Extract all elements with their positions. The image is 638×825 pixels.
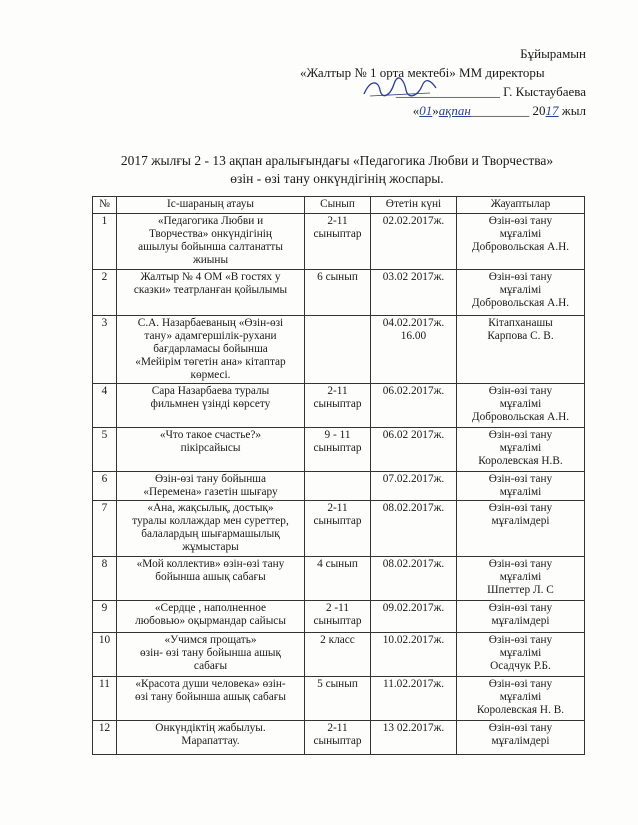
cell-event-name-line: жұмыстары [182, 541, 239, 553]
cell-number: 3 [93, 316, 117, 384]
cell-event-name-line: сабағы [193, 660, 228, 672]
cell-event-name-line: өзін- өзі тану бойынша ашық [140, 647, 281, 659]
cell-event-name [117, 721, 305, 755]
cell-event-name-line: балалардың шығармашылық [141, 528, 280, 540]
cell-grade-line: 2 класс [320, 634, 355, 646]
cell-event-name-line: фильмнен үзінді көрсету [150, 398, 271, 410]
cell-grade-line: сыныптар [313, 398, 362, 410]
table-row [93, 270, 585, 316]
date-month: ақпан [438, 103, 471, 118]
cell-responsible [457, 557, 585, 601]
cell-grade-line: 2 -11 [325, 602, 350, 614]
cell-date [371, 677, 457, 721]
cell-responsible-line: Өзін-өзі тану [488, 473, 553, 485]
cell-date-line: 10.02.2017ж. [382, 634, 445, 646]
cell-responsible-line: Өзін-өзі тану [488, 385, 553, 397]
cell-responsible-line: Өзін-өзі тану [488, 271, 553, 283]
cell-number: 12 [93, 721, 117, 755]
cell-responsible-line: Карпова С. В. [487, 330, 554, 342]
cell-grade [305, 721, 371, 755]
cell-grade [305, 428, 371, 472]
cell-event-name [117, 316, 305, 384]
director-name: Г. Кыстаубаева [503, 84, 586, 99]
cell-date-line: 08.02.2017ж. [382, 558, 445, 570]
cell-event-name [117, 270, 305, 316]
cell-event-name [117, 633, 305, 677]
cell-grade-line: сыныптар [313, 442, 362, 454]
table-row [93, 316, 585, 384]
approval-signature-line [300, 82, 600, 101]
cell-date-line: 02.02.2017ж. [382, 215, 445, 227]
cell-grade-line: 5 сынып [317, 678, 358, 690]
handwritten-signature [360, 76, 440, 102]
cell-date [371, 601, 457, 633]
approval-date-line [300, 101, 600, 120]
cell-grade-line: 6 сынып [317, 271, 358, 283]
cell-event-name-line: «Учимся прощать» [164, 634, 257, 646]
cell-date [371, 501, 457, 557]
cell-responsible-line: мұғалімдері [491, 515, 550, 527]
cell-date [371, 721, 457, 755]
cell-grade-line: 2-11 [327, 215, 348, 227]
cell-date-line: 03.02 2017ж. [382, 271, 445, 283]
cell-grade-line: сыныптар [313, 228, 362, 240]
cell-date-line: 11.02.2017ж. [382, 678, 445, 690]
cell-date [371, 270, 457, 316]
cell-date-line: 08.02.2017ж. [382, 502, 445, 514]
cell-date [371, 633, 457, 677]
cell-event-name [117, 501, 305, 557]
cell-responsible-line: Добровольская А.Н. [471, 297, 570, 309]
approval-org-line: «Жалтыр № 1 орта мектебі» ММ директоры [300, 65, 545, 80]
cell-event-name-line: ашылуы бойынша салтанатты [138, 241, 283, 253]
cell-date-line: 07.02.2017ж. [382, 473, 445, 485]
cell-date-line: 06.02 2017ж. [382, 429, 445, 441]
cell-responsible [457, 501, 585, 557]
cell-responsible [457, 721, 585, 755]
cell-event-name-line: любовью» оқырмандар сайысы [135, 615, 286, 627]
date-year: 17 [545, 103, 559, 118]
cell-responsible-line: Өзін-өзі тану [488, 602, 553, 614]
cell-event-name [117, 601, 305, 633]
cell-grade [305, 316, 371, 384]
cell-event-name-line: «Сердце , наполненное [154, 602, 267, 614]
cell-event-name-line: Өзін-өзі тану бойынша [154, 473, 267, 485]
cell-event-name-line: бағдарламасы бойынша [153, 343, 268, 355]
cell-date-line: 04.02.2017ж. [382, 317, 445, 329]
table-row [93, 677, 585, 721]
cell-event-name-line: тану» адамгершілік-рухани [144, 330, 277, 342]
cell-event-name-line: Творчества» онкүндігінің [149, 228, 272, 240]
cell-responsible-line: Кітапханашы [488, 317, 553, 329]
cell-event-name-line: пікірсайысы [180, 442, 241, 454]
table-row [93, 633, 585, 677]
cell-event-name [117, 472, 305, 501]
cell-grade [305, 384, 371, 428]
cell-responsible-line: мұғалімдері [491, 735, 550, 747]
cell-number: 9 [93, 601, 117, 633]
cell-event-name-line: «Что такое счастье?» [159, 429, 262, 441]
cell-event-name [117, 214, 305, 270]
approval-block [300, 44, 600, 120]
cell-event-name-line: «Педагогика Любви и [157, 215, 264, 227]
cell-event-name [117, 384, 305, 428]
cell-responsible-line: Королевская Н.В. [478, 455, 563, 467]
table-row [93, 721, 585, 755]
cell-event-name-line: өзі тану бойынша ашық сабағы [134, 691, 287, 703]
table-row [93, 214, 585, 270]
cell-responsible-line: Осадчук Р.Б. [490, 660, 551, 672]
cell-date-line: 06.02.2017ж. [382, 385, 445, 397]
header-grade: Сынып [305, 197, 371, 214]
plan-table [92, 196, 585, 755]
cell-responsible-line: мұғалімі [499, 571, 542, 583]
cell-responsible [457, 601, 585, 633]
cell-number: 11 [93, 677, 117, 721]
table-row [93, 601, 585, 633]
date-quote-open: « [412, 103, 420, 118]
cell-responsible [457, 270, 585, 316]
cell-event-name-line: «Ана, жақсылық, достық» [147, 502, 274, 514]
cell-event-name-line: Онкүндіктің жабылуы. [155, 722, 266, 734]
cell-date [371, 214, 457, 270]
cell-responsible-line: мұғалімі [499, 228, 542, 240]
cell-responsible-line: мұғалімдері [491, 615, 550, 627]
cell-event-name-line: «Мейірім төгетін ана» кітаптар [135, 356, 286, 368]
cell-event-name-line: Сара Назарбаева туралы [151, 385, 270, 397]
cell-grade-line: 9 - 11 [324, 429, 351, 441]
cell-responsible-line: Өзін-өзі тану [488, 634, 553, 646]
cell-event-name-line: көрмесі. [190, 369, 231, 381]
cell-grade [305, 501, 371, 557]
table-row [93, 501, 585, 557]
cell-grade [305, 270, 371, 316]
cell-responsible-line: мұғалімі [499, 284, 542, 296]
cell-responsible-line: Шпеттер Л. С [487, 584, 554, 596]
date-suffix: жыл [561, 103, 586, 118]
cell-responsible-line: мұғалімі [499, 442, 542, 454]
cell-number: 10 [93, 633, 117, 677]
cell-event-name-line: туралы коллаждар мен суреттер, [132, 515, 289, 527]
cell-number: 6 [93, 472, 117, 501]
cell-responsible-line: Королевская Н. В. [476, 704, 565, 716]
cell-number: 4 [93, 384, 117, 428]
cell-responsible-line: Өзін-өзі тану [488, 215, 553, 227]
cell-responsible-line: мұғалімі [499, 691, 542, 703]
cell-grade [305, 472, 371, 501]
header-event-name: Іс-шараның атауы [117, 197, 305, 214]
cell-event-name-line: «Мой коллектив» өзін-өзі тану [136, 558, 285, 570]
cell-responsible-line: мұғалімі [499, 398, 542, 410]
cell-number: 1 [93, 214, 117, 270]
table-row [93, 384, 585, 428]
table-row [93, 557, 585, 601]
cell-date [371, 316, 457, 384]
cell-responsible [457, 677, 585, 721]
cell-number: 7 [93, 501, 117, 557]
table-body [93, 214, 585, 755]
cell-responsible-line: Өзін-өзі тану [488, 502, 553, 514]
cell-event-name-line: бойынша ашық сабағы [155, 571, 266, 583]
cell-responsible [457, 428, 585, 472]
cell-event-name-line: С.А. Назарбаеваның «Өзін-өзі [137, 317, 284, 329]
table-row [93, 428, 585, 472]
date-day: 01 [419, 103, 433, 118]
cell-event-name-line: «Перемена» газетін шығару [143, 486, 278, 498]
cell-responsible [457, 384, 585, 428]
cell-responsible-line: Өзін-өзі тану [488, 678, 553, 690]
table-header-row [93, 197, 585, 214]
cell-responsible [457, 633, 585, 677]
header-date: Өтетін күні [371, 197, 457, 214]
cell-grade [305, 557, 371, 601]
header-number: № [93, 197, 117, 214]
cell-grade-line: сыныптар [313, 615, 362, 627]
cell-grade-line: 2-11 [327, 385, 348, 397]
cell-responsible-line: Добровольская А.Н. [471, 241, 570, 253]
cell-responsible-line: мұғалімі [499, 486, 542, 498]
cell-event-name-line: сказки» театрланған қойылымы [133, 284, 288, 296]
cell-event-name [117, 677, 305, 721]
cell-date-line: 16.00 [400, 330, 427, 342]
cell-grade-line: сыныптар [313, 515, 362, 527]
plan-title-line-1: 2017 жылғы 2 - 13 ақпан аралығындағы «Педагогика Любви и Творчества» [120, 153, 554, 168]
cell-event-name-line: жиыны [192, 254, 229, 266]
cell-responsible-line: Өзін-өзі тану [488, 429, 553, 441]
plan-title-line-2: өзін - өзі тану онкүндігінің жоспары. [230, 171, 444, 186]
cell-responsible-line: мұғалімі [499, 647, 542, 659]
cell-date-line: 09.02.2017ж. [382, 602, 445, 614]
cell-responsible [457, 316, 585, 384]
cell-grade-line: 2-11 [327, 722, 348, 734]
table-row [93, 472, 585, 501]
cell-grade [305, 677, 371, 721]
date-year-prefix: _________ 20 [470, 103, 546, 118]
cell-event-name [117, 557, 305, 601]
cell-grade [305, 601, 371, 633]
cell-grade [305, 214, 371, 270]
cell-date-line: 13 02.2017ж. [382, 722, 445, 734]
cell-number: 5 [93, 428, 117, 472]
cell-number: 8 [93, 557, 117, 601]
date-quote-close: » [432, 103, 439, 118]
cell-event-name-line: «Красота души человека» өзін- [135, 678, 286, 690]
cell-grade-line: сыныптар [313, 735, 362, 747]
cell-number: 2 [93, 270, 117, 316]
cell-date [371, 472, 457, 501]
cell-date [371, 557, 457, 601]
cell-event-name [117, 428, 305, 472]
cell-responsible [457, 214, 585, 270]
cell-event-name-line: Марапаттау. [181, 735, 240, 747]
cell-grade [305, 633, 371, 677]
header-responsible: Жауаптылар [457, 197, 585, 214]
cell-responsible-line: Өзін-өзі тану [488, 722, 553, 734]
cell-responsible-line: Өзін-өзі тану [488, 558, 553, 570]
approval-heading: Бұйырамын [520, 46, 586, 61]
cell-grade-line: 4 сынып [317, 558, 358, 570]
cell-grade-line: 2-11 [327, 502, 348, 514]
cell-date [371, 384, 457, 428]
cell-responsible-line: Добровольская А.Н. [471, 411, 570, 423]
cell-event-name-line: Жалтыр № 4 ОМ «В гостях у [140, 271, 281, 283]
signature-blank: ________________ [395, 84, 500, 99]
cell-date [371, 428, 457, 472]
cell-responsible [457, 472, 585, 501]
